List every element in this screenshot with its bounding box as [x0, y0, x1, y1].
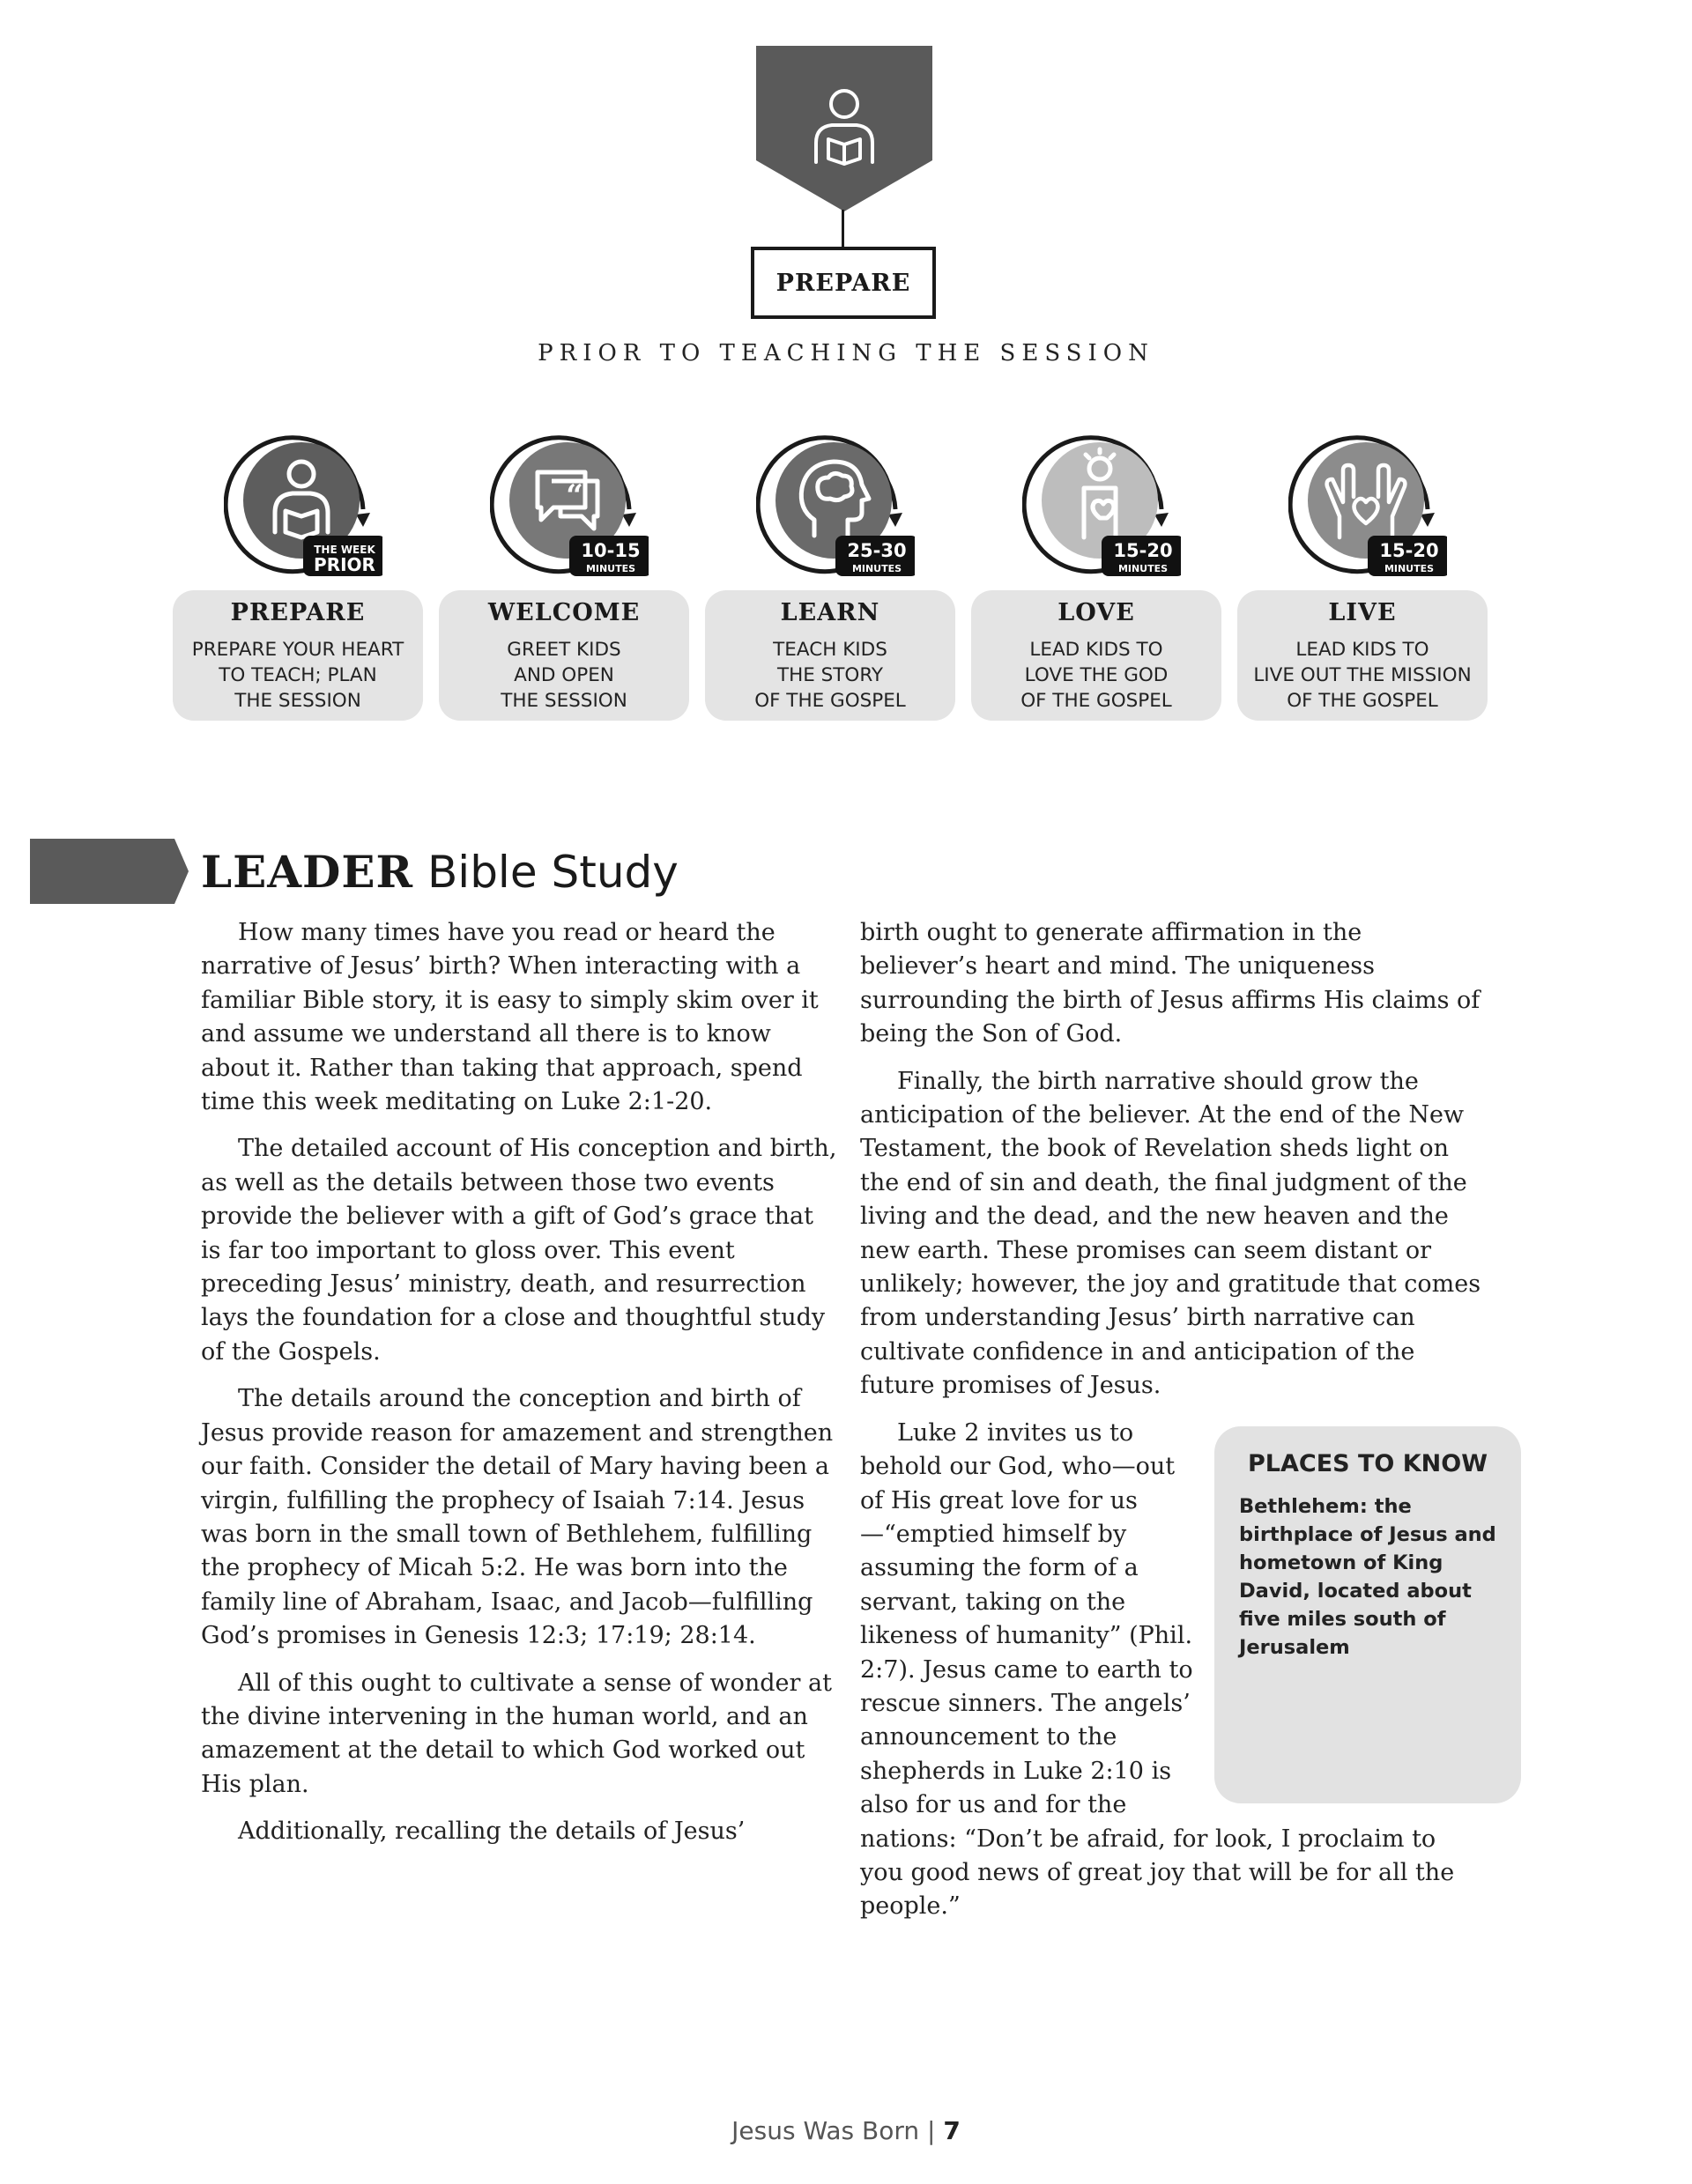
page-number: 7 — [943, 2116, 961, 2145]
stage-description — [445, 637, 683, 714]
prepare-subtitle: PRIOR TO TEACHING THE SESSION — [538, 340, 1154, 366]
stage-learn — [705, 432, 961, 722]
stage-line: THE SESSION — [234, 690, 361, 712]
stage-line: TEACH KIDS — [773, 639, 887, 661]
places-to-know-text: Bethlehem: the birthplace of Jesus and hometown of King David, located about five miles south of Jerusalem — [1239, 1494, 1496, 1659]
stage-icon-prepare — [224, 432, 382, 581]
paragraph: How many times have you read or heard the narrative of Jesus’ birth? When interacting with a familiar Bible story, it is easy to simply skim over it and assume we understand all there is to know about it. Rather than taking that approach, spend time this week meditating on Luke 2:1-20. — [201, 919, 819, 1116]
stage-icon-learn — [756, 432, 915, 581]
badge-top: 10-15 — [581, 540, 641, 561]
stage-line: THE STORY — [776, 664, 884, 686]
stage-line: LEAD KIDS TO — [1029, 639, 1163, 661]
stage-title: LIVE — [1328, 599, 1397, 626]
stage-line: THE SESSION — [501, 690, 627, 712]
stage-title: LOVE — [1058, 599, 1135, 626]
stage-line: OF THE GOSPEL — [1287, 690, 1438, 712]
badge-bottom: MINUTES — [1117, 563, 1169, 574]
footer-title: Jesus Was Born — [731, 2116, 920, 2145]
paragraph: birth ought to generate affirmation in the believer’s heart and mind. The uniqueness surrounding the birth of Jesus affirms His claims of being the Son of God. — [860, 919, 1480, 1048]
stage-line: LOVE THE GOD — [1024, 664, 1169, 686]
stage-welcome — [439, 432, 694, 722]
badge-top: THE WEEK — [314, 544, 375, 556]
paragraph: The details around the conception and birth of Jesus provide reason for amazement and strengthen our faith. Consider the detail of Mary having been a virgin, fulfilling the prophecy of Isaiah 7:14. Jesus was born in the small town of Bethlehem, fulfilling the prophecy of Micah 5:2. He was born into the family line of Abraham, Isaac, and Jacob—fulfilling God’s promises in Genesis 12:3; 17:19; 28:14. — [201, 1385, 834, 1650]
stage-icon-welcome — [490, 432, 649, 581]
stage-line: PREPARE YOUR HEART — [191, 639, 404, 661]
stage-description — [1243, 637, 1481, 714]
section-arrow-marker — [30, 839, 189, 904]
badge-top: 25-30 — [847, 540, 907, 561]
paragraph: Finally, the birth narrative should grow the anticipation of the believer. At the end of the New Testament, the book of Revelation sheds light on the end of sin and death, the final judgment of the living and the dead, and the new heaven and the new earth. These promises can seem distant or unlikely; however, the joy and gratitude that comes from understanding Jesus’ birth narrative can cultivate confidence in and anticipation of the future promises of Jesus. — [860, 1067, 1481, 1400]
stage-card-love — [971, 590, 1221, 721]
stage-icon-live — [1288, 432, 1447, 581]
badge-top: 15-20 — [1113, 540, 1173, 561]
stage-line: GREET KIDS — [507, 639, 621, 661]
stage-live — [1237, 432, 1493, 722]
section-title — [201, 844, 679, 900]
stage-prepare — [173, 432, 428, 722]
badge-top: 15-20 — [1379, 540, 1439, 561]
badge-bottom: MINUTES — [585, 563, 636, 574]
stage-icon-love — [1022, 432, 1181, 581]
prepare-label: PREPARE — [776, 269, 911, 297]
footer-separator: | — [927, 2116, 936, 2145]
paragraph: All of this ought to cultivate a sense of wonder at the divine intervening in the human world, and an amazement at the detail to which God worked out His plan. — [201, 1669, 832, 1798]
prepare-label-box — [751, 247, 936, 319]
stage-line: AND OPEN — [514, 664, 614, 686]
stage-line: OF THE GOSPEL — [1020, 690, 1172, 712]
stage-title: PREPARE — [230, 599, 366, 626]
section-title-light: Bible Study — [427, 847, 679, 898]
badge-bottom: MINUTES — [1384, 563, 1435, 574]
connector-line — [842, 210, 844, 248]
places-to-know-title: PLACES TO KNOW — [1247, 1449, 1488, 1477]
prepare-banner — [756, 46, 932, 213]
page-footer — [0, 2116, 1692, 2145]
stage-love — [971, 432, 1227, 722]
badge-bottom: MINUTES — [851, 563, 902, 574]
stage-line: TO TEACH; PLAN — [219, 664, 377, 686]
stage-description — [711, 637, 949, 714]
stage-description — [977, 637, 1215, 714]
paragraph: The detailed account of His conception and birth, as well as the details between those two events provide the believer with a gift of God’s grace that is far too important to gloss over. This event preceding Jesus’ ministry, death, and resurrection lays the foundation for a close and thoughtful study of the Gospels. — [201, 1135, 837, 1366]
stage-card-prepare — [173, 590, 423, 721]
stage-description — [179, 637, 417, 714]
paragraph: Additionally, recalling the details of Jesus’ — [238, 1818, 746, 1846]
badge-bottom: PRIOR — [314, 554, 375, 575]
stage-line: LEAD KIDS TO — [1295, 639, 1429, 661]
stage-title: WELCOME — [487, 599, 641, 626]
stage-line: OF THE GOSPEL — [754, 690, 906, 712]
svg-text:“: “ — [566, 478, 583, 514]
stage-card-live — [1237, 590, 1488, 721]
text-column-right — [860, 916, 1496, 1937]
places-to-know-box — [1214, 1426, 1521, 1803]
stage-card-welcome — [439, 590, 689, 721]
stage-card-learn — [705, 590, 955, 721]
section-title-bold: LEADER — [201, 846, 414, 898]
paragraph: Luke 2 invites us to behold our God, who—out of His great love for us—“emptied himself by assuming the form of a servant, taking on the likeness of humanity” (Phil. 2:7). Jesus came to earth to rescue sinners. The angels’ announcement to the shepherds in Luke 2:10 is also for us and for the nations: “Don’t be afraid, for look, I proclaim to you good news of great joy that will be for all the people.” — [860, 1418, 1455, 1921]
text-column-left — [201, 916, 837, 1862]
stage-title: LEARN — [780, 599, 880, 626]
stage-line: LIVE OUT THE MISSION — [1253, 664, 1472, 686]
